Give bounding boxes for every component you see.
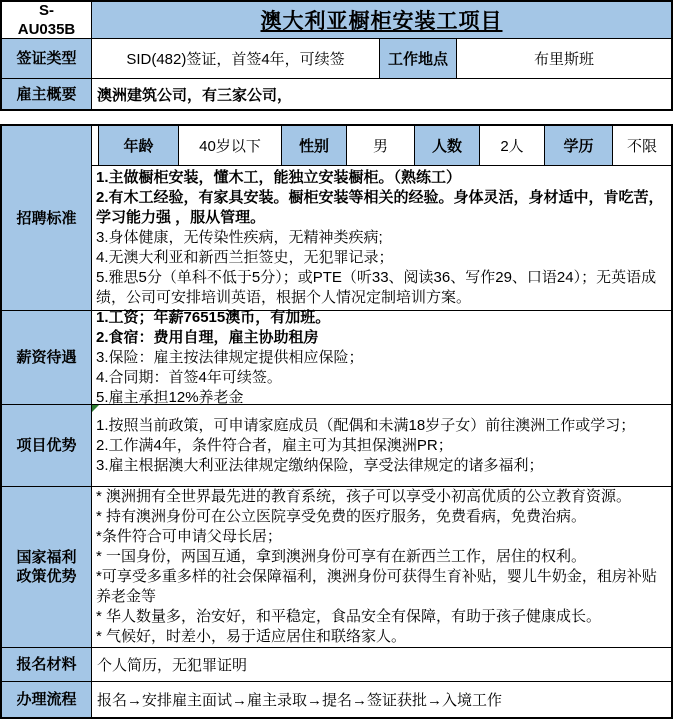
materials-value: 个人简历，无犯罪证明 (97, 657, 248, 674)
text-line: 5.雇主承担12%养老金 (96, 388, 244, 406)
salary-label: 薪资待遇 (2, 311, 92, 404)
employer-summary-label: 雇主概要 (2, 79, 92, 109)
education-value: 不限 (612, 126, 671, 165)
salary-text (92, 308, 671, 406)
age-value: 40岁以下 (178, 126, 281, 165)
salary-row (2, 310, 671, 404)
welfare-text (92, 487, 671, 647)
text-line: 1.按照当前政策，可申请家庭成员（配偶和未满18岁子女）前往澳洲工作或学习； (96, 416, 636, 434)
text-line: * 华人数量多，治安好，和平稳定，食品安全有保障，有助于孩子健康成长。 (96, 608, 602, 625)
work-location-label: 工作地点 (380, 39, 457, 78)
welfare-row (2, 486, 671, 647)
cell-corner-marker-icon (92, 405, 99, 412)
requirements-label: 招聘标准 (2, 126, 92, 310)
title-row (2, 2, 671, 38)
work-location-value: 布里斯班 (533, 51, 594, 68)
gender-label: 性别 (281, 126, 346, 165)
text-line: * 一国身份，两国互通，拿到澳洲身份可享有在新西兰工作，居住的权利。 (96, 548, 587, 565)
welfare-label: 国家福利政策优势 (2, 487, 92, 647)
text-line: 1.工资；年薪76515澳币，有加班。 (96, 308, 331, 326)
detail-table (0, 124, 673, 719)
text-line: 2.工作满4年，条件符合者，雇主可为其担保澳洲PR； (96, 436, 453, 454)
age-label: 年龄 (98, 126, 178, 165)
employer-row (2, 78, 671, 109)
process-label: 办理流程 (2, 682, 92, 717)
education-label: 学历 (544, 126, 612, 165)
process-value: 报名→安排雇主面试→雇主录取→提名→签证获批→入境工作 (97, 692, 503, 709)
text-line: 2.有木工经验，有家具安装。橱柜安装等相关的经验。身体灵活，身材适中，肯吃苦，学习能力强 ，服从管理。 (96, 189, 664, 226)
text-line: 3.雇主根据澳大利亚法律规定缴纳保险，享受法律规定的诸多福利； (96, 456, 544, 474)
requirements-row (2, 126, 671, 310)
advantages-label: 项目优势 (2, 405, 92, 486)
advantages-text (92, 405, 671, 486)
project-code: S-AU035B (2, 2, 92, 38)
text-line: * 持有澳洲身份可在公立医院享受免费的医疗服务，免费看病，免费治病。 (96, 508, 587, 525)
text-line: 4.无澳大利亚和新西兰拒签史，无犯罪记录； (96, 249, 394, 266)
candidate-attributes-row (92, 126, 671, 166)
materials-row (2, 647, 671, 681)
text-line: 3.身体健康，无传染性疾病，无精神类疾病; (96, 229, 383, 246)
text-line: *可享受多重多样的社会保障福利，澳洲身份可获得生育补贴，婴儿牛奶金，租房补贴养老金等 (96, 568, 657, 605)
text-line: * 气候好，时差小，易于适应居住和联络家人。 (96, 628, 407, 645)
materials-label: 报名材料 (2, 648, 92, 681)
visa-row (2, 38, 671, 78)
employer-summary-value: 澳洲建筑公司，有三家公司， (97, 86, 293, 104)
text-line: *条件符合可申请父母长居； (96, 528, 282, 545)
visa-type-value: SID(482)签证，首签4年，可续签 (92, 39, 380, 78)
visa-type-label: 签证类型 (2, 39, 92, 78)
text-line: 4.合同期：首签4年可续签。 (96, 368, 282, 386)
text-line: 3.保险：雇主按法律规定提供相应保险； (96, 348, 364, 366)
requirements-content (92, 126, 671, 310)
text-line: * 澳洲拥有全世界最先进的教育系统，孩子可以享受小初高优质的公立教育资源。 (96, 488, 632, 505)
page-title: 澳大利亚橱柜安装工项目 (92, 2, 671, 38)
header-table (0, 0, 673, 111)
text-line: 2.食宿：费用自理，雇主协助租房 (96, 328, 319, 346)
requirements-text (92, 166, 671, 310)
text-line: 1.主做橱柜安装，懂木工，能独立安装橱柜。（熟练工） (96, 169, 462, 186)
headcount-value: 2人 (479, 126, 544, 165)
gender-value: 男 (346, 126, 414, 165)
text-line: 5.雅思5分（单科不低于5分）；或PTE（听33、阅读36、写作29、口语24）；无英语成绩，公司可安排培训英语，根据个人情况定制培训方案。 (96, 269, 657, 306)
process-row (2, 681, 671, 717)
headcount-label: 人数 (414, 126, 479, 165)
advantages-row (2, 404, 671, 486)
